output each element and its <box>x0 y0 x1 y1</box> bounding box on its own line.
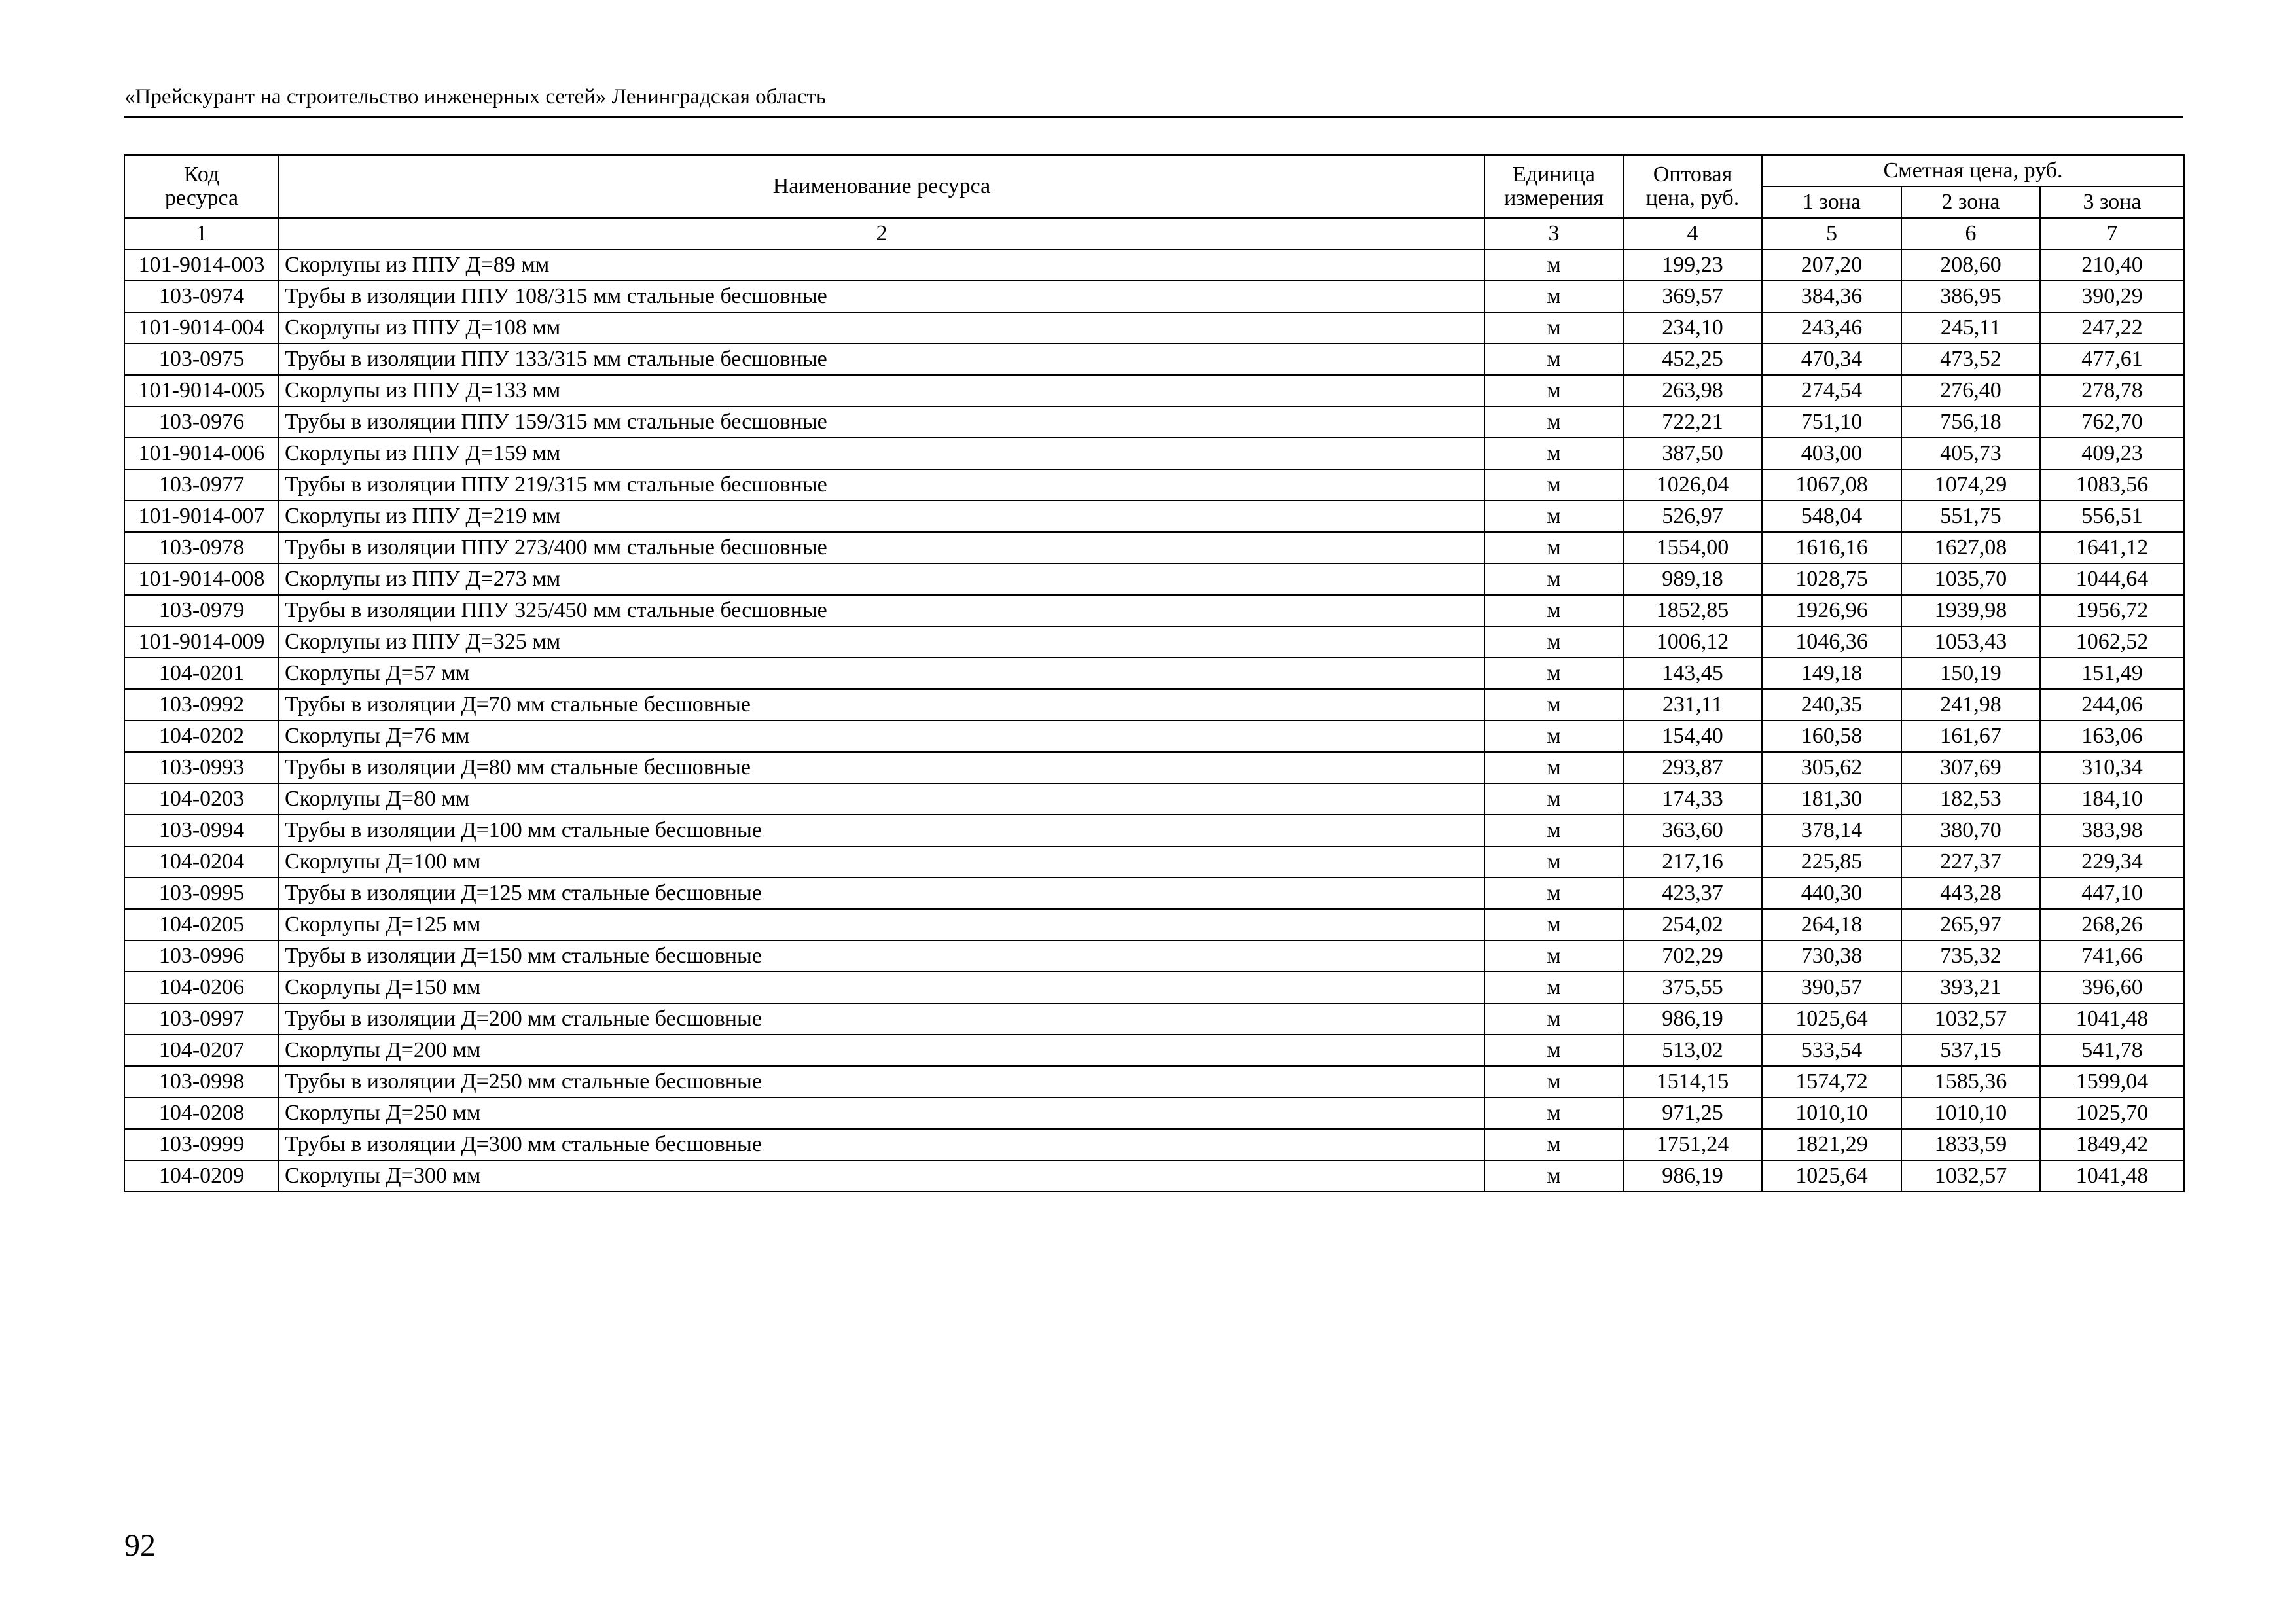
table-row <box>124 878 2184 909</box>
cell-unit: м <box>1484 281 1623 312</box>
cell-code: 104-0205 <box>124 909 279 940</box>
cell-zone1-price: 1025,64 <box>1762 1003 1901 1035</box>
cell-zone3-price: 278,78 <box>2040 375 2184 406</box>
cell-zone1-price: 390,57 <box>1762 972 1901 1003</box>
cell-wholesale-price: 143,45 <box>1623 658 1762 689</box>
cell-code: 103-0974 <box>124 281 279 312</box>
column-number: 2 <box>279 218 1484 249</box>
cell-zone2-price: 1032,57 <box>1901 1003 2040 1035</box>
col-header-unit <box>1484 155 1623 218</box>
col-header-unit-line2: измерения <box>1504 186 1604 210</box>
cell-zone2-price: 1939,98 <box>1901 595 2040 626</box>
cell-name: Трубы в изоляции Д=100 мм стальные бесшовные <box>279 815 1484 846</box>
cell-zone3-price: 1956,72 <box>2040 595 2184 626</box>
cell-unit: м <box>1484 406 1623 438</box>
cell-zone2-price: 1053,43 <box>1901 626 2040 658</box>
cell-unit: м <box>1484 312 1623 344</box>
cell-zone2-price: 1833,59 <box>1901 1129 2040 1160</box>
running-header-title: «Прейскурант на строительство инженерных сетей» Ленинградская область <box>124 85 826 109</box>
col-header-wholesale-line2: цена, руб. <box>1645 186 1740 210</box>
cell-zone2-price: 756,18 <box>1901 406 2040 438</box>
column-number: 1 <box>124 218 279 249</box>
cell-wholesale-price: 702,29 <box>1623 940 1762 972</box>
cell-zone3-price: 1641,12 <box>2040 532 2184 563</box>
cell-unit: м <box>1484 878 1623 909</box>
cell-wholesale-price: 423,37 <box>1623 878 1762 909</box>
cell-zone1-price: 1821,29 <box>1762 1129 1901 1160</box>
cell-zone2-price: 182,53 <box>1901 783 2040 815</box>
cell-zone3-price: 247,22 <box>2040 312 2184 344</box>
cell-unit: м <box>1484 501 1623 532</box>
cell-code: 104-0203 <box>124 783 279 815</box>
cell-code: 104-0204 <box>124 846 279 878</box>
cell-code: 103-0976 <box>124 406 279 438</box>
table-row <box>124 1097 2184 1129</box>
cell-zone2-price: 1074,29 <box>1901 469 2040 501</box>
cell-zone3-price: 762,70 <box>2040 406 2184 438</box>
cell-wholesale-price: 263,98 <box>1623 375 1762 406</box>
cell-zone3-price: 210,40 <box>2040 249 2184 281</box>
cell-name: Трубы в изоляции ППУ 108/315 мм стальные бесшовные <box>279 281 1484 312</box>
cell-zone2-price: 1032,57 <box>1901 1160 2040 1192</box>
cell-wholesale-price: 375,55 <box>1623 972 1762 1003</box>
cell-wholesale-price: 363,60 <box>1623 815 1762 846</box>
col-header-code <box>124 155 279 218</box>
cell-zone1-price: 225,85 <box>1762 846 1901 878</box>
cell-zone1-price: 1028,75 <box>1762 563 1901 595</box>
cell-wholesale-price: 231,11 <box>1623 689 1762 721</box>
cell-zone1-price: 730,38 <box>1762 940 1901 972</box>
cell-wholesale-price: 513,02 <box>1623 1035 1762 1066</box>
cell-zone2-price: 1585,36 <box>1901 1066 2040 1097</box>
cell-code: 103-0995 <box>124 878 279 909</box>
cell-unit: м <box>1484 469 1623 501</box>
cell-zone1-price: 149,18 <box>1762 658 1901 689</box>
cell-unit: м <box>1484 721 1623 752</box>
cell-wholesale-price: 254,02 <box>1623 909 1762 940</box>
cell-zone3-price: 396,60 <box>2040 972 2184 1003</box>
cell-code: 101-9014-004 <box>124 312 279 344</box>
cell-zone2-price: 1627,08 <box>1901 532 2040 563</box>
cell-unit: м <box>1484 438 1623 469</box>
table-body <box>124 249 2184 1192</box>
cell-unit: м <box>1484 909 1623 940</box>
cell-zone2-price: 473,52 <box>1901 344 2040 375</box>
cell-zone1-price: 240,35 <box>1762 689 1901 721</box>
cell-zone2-price: 1035,70 <box>1901 563 2040 595</box>
cell-zone3-price: 741,66 <box>2040 940 2184 972</box>
cell-name: Трубы в изоляции ППУ 219/315 мм стальные бесшовные <box>279 469 1484 501</box>
cell-zone2-price: 443,28 <box>1901 878 2040 909</box>
cell-code: 103-0993 <box>124 752 279 783</box>
col-header-wholesale <box>1623 155 1762 218</box>
col-header-name: Наименование ресурса <box>279 155 1484 218</box>
cell-code: 101-9014-006 <box>124 438 279 469</box>
cell-zone1-price: 470,34 <box>1762 344 1901 375</box>
cell-name: Трубы в изоляции ППУ 273/400 мм стальные бесшовные <box>279 532 1484 563</box>
table-row <box>124 375 2184 406</box>
col-header-unit-line1: Единица <box>1513 162 1595 187</box>
cell-zone3-price: 477,61 <box>2040 344 2184 375</box>
cell-name: Скорлупы Д=76 мм <box>279 721 1484 752</box>
cell-wholesale-price: 526,97 <box>1623 501 1762 532</box>
column-number: 4 <box>1623 218 1762 249</box>
cell-code: 101-9014-008 <box>124 563 279 595</box>
cell-zone1-price: 548,04 <box>1762 501 1901 532</box>
cell-name: Трубы в изоляции ППУ 133/315 мм стальные бесшовные <box>279 344 1484 375</box>
cell-zone3-price: 1599,04 <box>2040 1066 2184 1097</box>
cell-code: 103-0978 <box>124 532 279 563</box>
cell-code: 103-0979 <box>124 595 279 626</box>
cell-wholesale-price: 971,25 <box>1623 1097 1762 1129</box>
cell-name: Скорлупы из ППУ Д=89 мм <box>279 249 1484 281</box>
cell-unit: м <box>1484 595 1623 626</box>
header-row-1 <box>124 155 2184 187</box>
cell-zone2-price: 150,19 <box>1901 658 2040 689</box>
cell-zone2-price: 386,95 <box>1901 281 2040 312</box>
cell-name: Скорлупы из ППУ Д=133 мм <box>279 375 1484 406</box>
table-row <box>124 312 2184 344</box>
table-row <box>124 972 2184 1003</box>
cell-zone2-price: 208,60 <box>1901 249 2040 281</box>
cell-unit: м <box>1484 846 1623 878</box>
table-row <box>124 281 2184 312</box>
table-row <box>124 406 2184 438</box>
table-row <box>124 846 2184 878</box>
cell-unit: м <box>1484 752 1623 783</box>
table-row <box>124 1003 2184 1035</box>
table-row <box>124 721 2184 752</box>
table-row <box>124 595 2184 626</box>
column-number: 7 <box>2040 218 2184 249</box>
cell-zone1-price: 403,00 <box>1762 438 1901 469</box>
cell-code: 103-0999 <box>124 1129 279 1160</box>
cell-zone2-price: 551,75 <box>1901 501 2040 532</box>
table-row <box>124 501 2184 532</box>
cell-wholesale-price: 154,40 <box>1623 721 1762 752</box>
cell-name: Трубы в изоляции Д=125 мм стальные бесшовные <box>279 878 1484 909</box>
cell-wholesale-price: 293,87 <box>1623 752 1762 783</box>
cell-wholesale-price: 217,16 <box>1623 846 1762 878</box>
cell-name: Скорлупы из ППУ Д=108 мм <box>279 312 1484 344</box>
cell-code: 103-0996 <box>124 940 279 972</box>
cell-name: Скорлупы из ППУ Д=273 мм <box>279 563 1484 595</box>
cell-zone2-price: 245,11 <box>1901 312 2040 344</box>
cell-name: Скорлупы Д=57 мм <box>279 658 1484 689</box>
col-header-code-line1: Код <box>183 162 220 187</box>
cell-zone1-price: 751,10 <box>1762 406 1901 438</box>
cell-wholesale-price: 452,25 <box>1623 344 1762 375</box>
cell-zone1-price: 305,62 <box>1762 752 1901 783</box>
cell-zone1-price: 1616,16 <box>1762 532 1901 563</box>
cell-wholesale-price: 1554,00 <box>1623 532 1762 563</box>
cell-name: Скорлупы Д=250 мм <box>279 1097 1484 1129</box>
cell-unit: м <box>1484 689 1623 721</box>
cell-zone3-price: 229,34 <box>2040 846 2184 878</box>
col-header-wholesale-line1: Оптовая <box>1653 162 1732 187</box>
cell-code: 103-0994 <box>124 815 279 846</box>
col-header-zone1: 1 зона <box>1762 187 1901 218</box>
col-header-estimate: Сметная цена, руб. <box>1762 155 2184 187</box>
cell-unit: м <box>1484 563 1623 595</box>
cell-unit: м <box>1484 375 1623 406</box>
cell-wholesale-price: 369,57 <box>1623 281 1762 312</box>
cell-zone3-price: 244,06 <box>2040 689 2184 721</box>
cell-zone3-price: 541,78 <box>2040 1035 2184 1066</box>
cell-zone2-price: 227,37 <box>1901 846 2040 878</box>
cell-code: 104-0209 <box>124 1160 279 1192</box>
cell-zone3-price: 409,23 <box>2040 438 2184 469</box>
cell-code: 104-0206 <box>124 972 279 1003</box>
cell-unit: м <box>1484 1097 1623 1129</box>
cell-zone3-price: 151,49 <box>2040 658 2184 689</box>
cell-name: Трубы в изоляции Д=300 мм стальные бесшовные <box>279 1129 1484 1160</box>
cell-unit: м <box>1484 658 1623 689</box>
cell-wholesale-price: 986,19 <box>1623 1003 1762 1035</box>
cell-zone1-price: 378,14 <box>1762 815 1901 846</box>
cell-zone1-price: 1574,72 <box>1762 1066 1901 1097</box>
cell-zone3-price: 1025,70 <box>2040 1097 2184 1129</box>
cell-unit: м <box>1484 1066 1623 1097</box>
cell-zone1-price: 533,54 <box>1762 1035 1901 1066</box>
cell-zone3-price: 1041,48 <box>2040 1003 2184 1035</box>
cell-code: 103-0998 <box>124 1066 279 1097</box>
cell-wholesale-price: 1026,04 <box>1623 469 1762 501</box>
cell-zone3-price: 390,29 <box>2040 281 2184 312</box>
cell-code: 103-0992 <box>124 689 279 721</box>
cell-zone1-price: 243,46 <box>1762 312 1901 344</box>
cell-zone1-price: 1067,08 <box>1762 469 1901 501</box>
cell-unit: м <box>1484 815 1623 846</box>
cell-zone3-price: 383,98 <box>2040 815 2184 846</box>
cell-unit: м <box>1484 783 1623 815</box>
cell-unit: м <box>1484 1003 1623 1035</box>
cell-zone1-price: 181,30 <box>1762 783 1901 815</box>
cell-name: Скорлупы Д=100 мм <box>279 846 1484 878</box>
cell-wholesale-price: 199,23 <box>1623 249 1762 281</box>
cell-unit: м <box>1484 940 1623 972</box>
cell-name: Трубы в изоляции Д=200 мм стальные бесшовные <box>279 1003 1484 1035</box>
cell-unit: м <box>1484 626 1623 658</box>
cell-zone1-price: 440,30 <box>1762 878 1901 909</box>
column-number: 5 <box>1762 218 1901 249</box>
cell-code: 101-9014-007 <box>124 501 279 532</box>
table-row <box>124 563 2184 595</box>
cell-unit: м <box>1484 249 1623 281</box>
col-header-code-line2: ресурса <box>164 186 239 210</box>
table-row <box>124 1160 2184 1192</box>
cell-wholesale-price: 1751,24 <box>1623 1129 1762 1160</box>
column-number: 6 <box>1901 218 2040 249</box>
header-rule <box>124 116 2183 118</box>
cell-name: Скорлупы из ППУ Д=219 мм <box>279 501 1484 532</box>
table-row <box>124 626 2184 658</box>
table-row <box>124 815 2184 846</box>
cell-code: 103-0997 <box>124 1003 279 1035</box>
cell-unit: м <box>1484 344 1623 375</box>
cell-zone1-price: 384,36 <box>1762 281 1901 312</box>
cell-wholesale-price: 989,18 <box>1623 563 1762 595</box>
cell-zone2-price: 393,21 <box>1901 972 2040 1003</box>
cell-name: Трубы в изоляции ППУ 325/450 мм стальные бесшовные <box>279 595 1484 626</box>
cell-code: 104-0207 <box>124 1035 279 1066</box>
cell-unit: м <box>1484 1035 1623 1066</box>
cell-wholesale-price: 1514,15 <box>1623 1066 1762 1097</box>
cell-wholesale-price: 387,50 <box>1623 438 1762 469</box>
cell-name: Трубы в изоляции ППУ 159/315 мм стальные бесшовные <box>279 406 1484 438</box>
cell-zone2-price: 1010,10 <box>1901 1097 2040 1129</box>
cell-wholesale-price: 1006,12 <box>1623 626 1762 658</box>
cell-name: Скорлупы из ППУ Д=159 мм <box>279 438 1484 469</box>
cell-zone1-price: 160,58 <box>1762 721 1901 752</box>
cell-zone1-price: 274,54 <box>1762 375 1901 406</box>
cell-zone3-price: 163,06 <box>2040 721 2184 752</box>
cell-name: Скорлупы Д=150 мм <box>279 972 1484 1003</box>
cell-zone2-price: 380,70 <box>1901 815 2040 846</box>
cell-name: Трубы в изоляции Д=150 мм стальные бесшовные <box>279 940 1484 972</box>
cell-unit: м <box>1484 1160 1623 1192</box>
cell-zone1-price: 1010,10 <box>1762 1097 1901 1129</box>
page-number: 92 <box>124 1528 156 1563</box>
cell-zone3-price: 184,10 <box>2040 783 2184 815</box>
table-row <box>124 438 2184 469</box>
cell-name: Скорлупы Д=125 мм <box>279 909 1484 940</box>
cell-zone2-price: 537,15 <box>1901 1035 2040 1066</box>
cell-zone2-price: 265,97 <box>1901 909 2040 940</box>
cell-wholesale-price: 722,21 <box>1623 406 1762 438</box>
cell-name: Скорлупы Д=300 мм <box>279 1160 1484 1192</box>
cell-code: 103-0975 <box>124 344 279 375</box>
table-row <box>124 344 2184 375</box>
table-row <box>124 1129 2184 1160</box>
cell-zone2-price: 405,73 <box>1901 438 2040 469</box>
cell-zone1-price: 1025,64 <box>1762 1160 1901 1192</box>
cell-code: 101-9014-003 <box>124 249 279 281</box>
cell-zone1-price: 207,20 <box>1762 249 1901 281</box>
cell-name: Трубы в изоляции Д=250 мм стальные бесшовные <box>279 1066 1484 1097</box>
cell-wholesale-price: 234,10 <box>1623 312 1762 344</box>
table-row <box>124 783 2184 815</box>
table-row <box>124 940 2184 972</box>
cell-code: 104-0202 <box>124 721 279 752</box>
cell-unit: м <box>1484 532 1623 563</box>
cell-zone1-price: 1926,96 <box>1762 595 1901 626</box>
col-header-zone3: 3 зона <box>2040 187 2184 218</box>
cell-zone3-price: 1044,64 <box>2040 563 2184 595</box>
cell-zone3-price: 447,10 <box>2040 878 2184 909</box>
cell-unit: м <box>1484 972 1623 1003</box>
cell-zone3-price: 1849,42 <box>2040 1129 2184 1160</box>
table-row <box>124 1035 2184 1066</box>
cell-name: Скорлупы Д=80 мм <box>279 783 1484 815</box>
cell-zone3-price: 1062,52 <box>2040 626 2184 658</box>
cell-zone2-price: 307,69 <box>1901 752 2040 783</box>
cell-code: 101-9014-009 <box>124 626 279 658</box>
cell-zone3-price: 268,26 <box>2040 909 2184 940</box>
cell-wholesale-price: 174,33 <box>1623 783 1762 815</box>
cell-zone3-price: 1041,48 <box>2040 1160 2184 1192</box>
cell-wholesale-price: 986,19 <box>1623 1160 1762 1192</box>
table-row <box>124 469 2184 501</box>
cell-zone1-price: 1046,36 <box>1762 626 1901 658</box>
cell-wholesale-price: 1852,85 <box>1623 595 1762 626</box>
table-row <box>124 689 2184 721</box>
table-head <box>124 155 2184 249</box>
col-header-zone2: 2 зона <box>1901 187 2040 218</box>
cell-zone2-price: 735,32 <box>1901 940 2040 972</box>
table-row <box>124 532 2184 563</box>
price-table <box>124 154 2185 1192</box>
table-row <box>124 909 2184 940</box>
cell-code: 103-0977 <box>124 469 279 501</box>
cell-zone3-price: 1083,56 <box>2040 469 2184 501</box>
cell-zone3-price: 310,34 <box>2040 752 2184 783</box>
cell-zone2-price: 276,40 <box>1901 375 2040 406</box>
cell-code: 101-9014-005 <box>124 375 279 406</box>
table-row <box>124 752 2184 783</box>
cell-zone2-price: 161,67 <box>1901 721 2040 752</box>
cell-zone1-price: 264,18 <box>1762 909 1901 940</box>
cell-name: Трубы в изоляции Д=80 мм стальные бесшовные <box>279 752 1484 783</box>
cell-zone2-price: 241,98 <box>1901 689 2040 721</box>
cell-name: Скорлупы Д=200 мм <box>279 1035 1484 1066</box>
cell-name: Трубы в изоляции Д=70 мм стальные бесшовные <box>279 689 1484 721</box>
cell-code: 104-0201 <box>124 658 279 689</box>
column-number-row <box>124 218 2184 249</box>
column-number: 3 <box>1484 218 1623 249</box>
cell-unit: м <box>1484 1129 1623 1160</box>
table-row <box>124 249 2184 281</box>
table-row <box>124 658 2184 689</box>
cell-code: 104-0208 <box>124 1097 279 1129</box>
table-row <box>124 1066 2184 1097</box>
cell-zone3-price: 556,51 <box>2040 501 2184 532</box>
cell-name: Скорлупы из ППУ Д=325 мм <box>279 626 1484 658</box>
